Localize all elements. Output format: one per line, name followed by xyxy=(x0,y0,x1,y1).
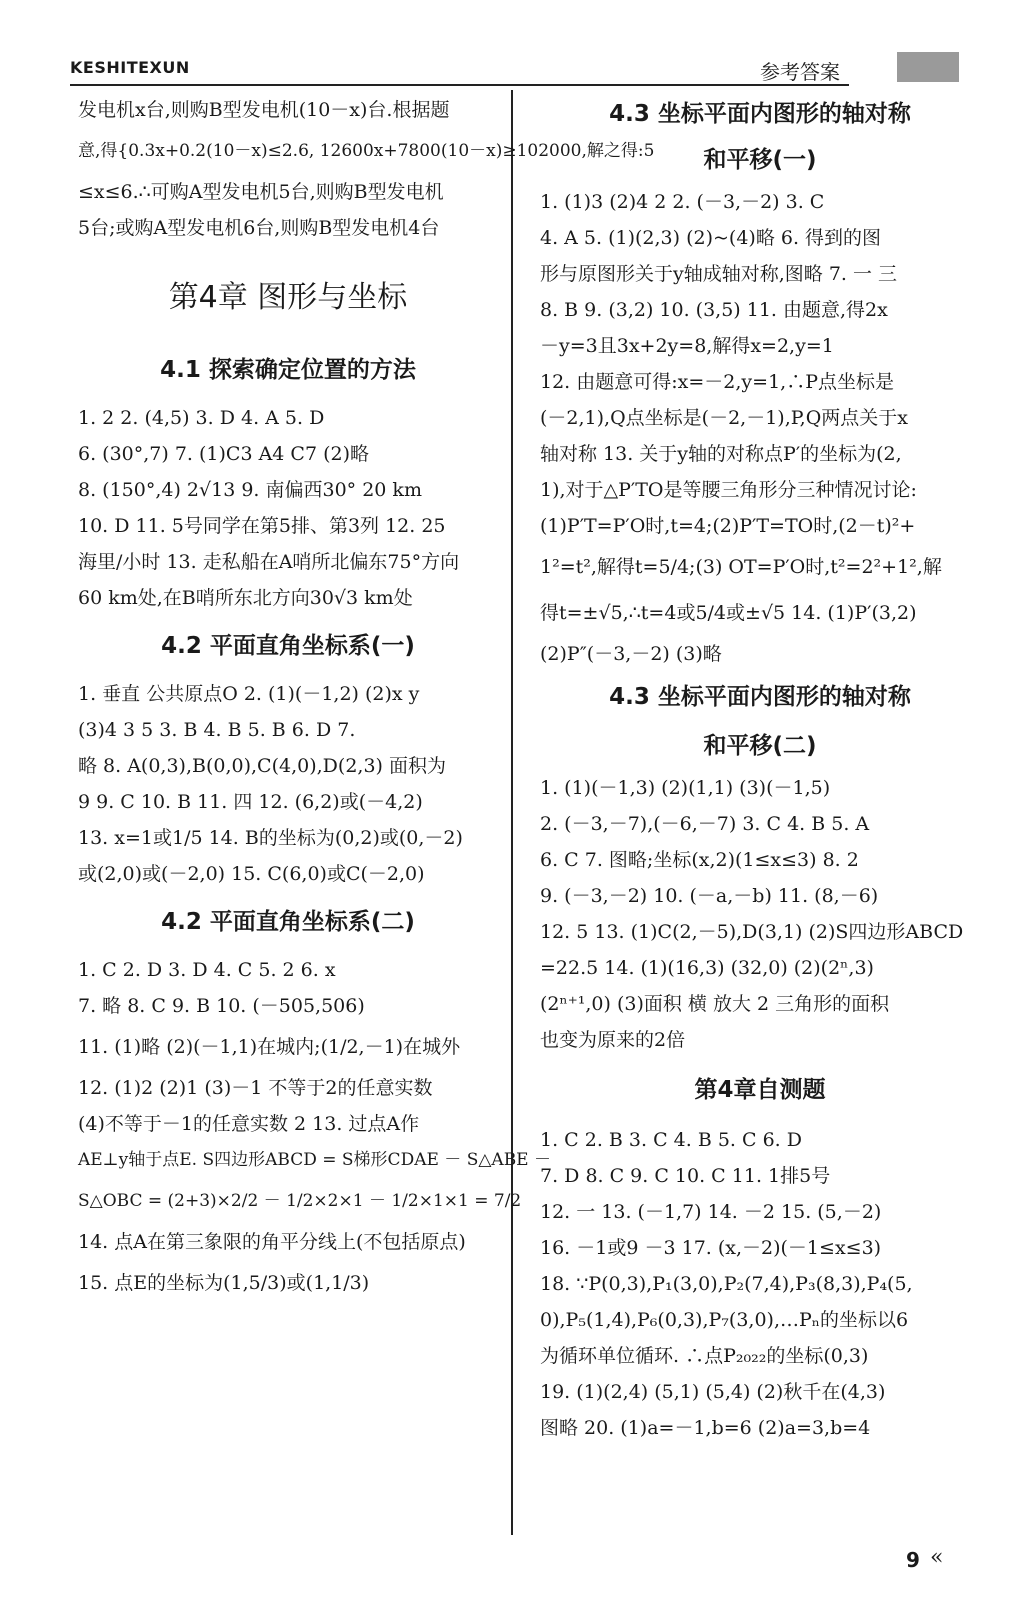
answer-line: 16. －1或9 －3 17. (x,－2)(－1≤x≤3) xyxy=(540,1237,882,1259)
answer-line: 图略 20. (1)a=－1,b=6 (2)a=3,b=4 xyxy=(540,1417,871,1439)
answer-line: (1)P′T=P′O时,t=4;(2)P′T=TO时,(2－t)²+ xyxy=(540,515,916,537)
section-title: 4.3 坐标平面内图形的轴对称 xyxy=(609,101,911,127)
answer-line: 1. 垂直 公共原点O 2. (1)(－1,2) (2)x y xyxy=(78,683,420,705)
answer-line: S△OBC = (2+3)×2/2 － 1/2×2×1 － 1/2×1×1 = 7/2 xyxy=(78,1191,522,1211)
answer-line: 略 8. A(0,3),B(0,0),C(4,0),D(2,3) 面积为 xyxy=(78,755,446,777)
answer-line: 12. 由题意可得:x=－2,y=1,∴P点坐标是 xyxy=(540,371,894,393)
answer-line: 19. (1)(2,4) (5,1) (5,4) (2)秋千在(4,3) xyxy=(540,1381,886,1403)
answer-line: 轴对称 13. 关于y轴的对称点P′的坐标为(2, xyxy=(540,443,902,465)
answer-line: 9. (－3,－2) 10. (－a,－b) 11. (8,－6) xyxy=(540,885,879,907)
answer-line: 也变为原来的2倍 xyxy=(540,1029,686,1051)
brand-label: KESHITEXUN xyxy=(70,58,190,77)
intro-block xyxy=(78,92,655,246)
right-column xyxy=(540,92,980,1446)
answer-line: 1),对于△P′TO是等腰三角形分三种情况讨论: xyxy=(540,479,917,501)
header-tab-block xyxy=(897,52,959,82)
section-title: 4.1 探索确定位置的方法 xyxy=(160,357,416,383)
header-title: 参考答案 xyxy=(760,60,840,84)
header-rule xyxy=(70,84,849,86)
answer-line: 8. B 9. (3,2) 10. (3,5) 11. 由题意,得2x xyxy=(540,299,888,321)
answer-line: 1²=t²,解得t=5/4;(3) OT=P′O时,t²=2²+1²,解 xyxy=(540,556,942,578)
answer-line: 2. (－3,－7),(－6,－7) 3. C 4. B 5. A xyxy=(540,813,870,835)
answer-line: (2)P″(－3,－2) (3)略 xyxy=(540,643,722,665)
answer-line: (－2,1),Q点坐标是(－2,－1),P,Q两点关于x xyxy=(540,407,909,429)
answer-line: 形与原图形关于y轴成轴对称,图略 7. 一 三 xyxy=(540,263,898,285)
answer-line: (3)4 3 5 3. B 4. B 5. B 6. D 7. xyxy=(78,719,356,741)
section-title: 4.2 平面直角坐标系(一) xyxy=(161,633,415,659)
answer-line: 1. 2 2. (4,5) 3. D 4. A 5. D xyxy=(78,407,325,429)
answer-line: 6. (30°,7) 7. (1)C3 A4 C7 (2)略 xyxy=(78,443,370,465)
answer-line: 为循环单位循环. ∴点P₂₀₂₂的坐标(0,3) xyxy=(540,1345,869,1367)
answer-line: 7. 略 8. C 9. B 10. (－505,506) xyxy=(78,995,365,1017)
answer-line: 12. 一 13. (－1,7) 14. －2 15. (5,－2) xyxy=(540,1201,882,1223)
answer-line: 或(2,0)或(－2,0) 15. C(6,0)或C(－2,0) xyxy=(78,863,425,885)
answer-line: 得t=±√5,∴t=4或5/4或±√5 14. (1)P′(3,2) xyxy=(540,602,917,624)
answer-line: AE⊥y轴于点E. S四边形ABCD = S梯形CDAE － S△ABE － xyxy=(78,1150,551,1170)
chapter-title: 第4章 图形与坐标 xyxy=(168,280,408,315)
answer-line: (4)不等于－1的任意实数 2 13. 过点A作 xyxy=(78,1113,420,1135)
answer-line: 8. (150°,4) 2√13 9. 南偏西30° 20 km xyxy=(78,479,422,501)
answer-line: 海里/小时 13. 走私船在A哨所北偏东75°方向 xyxy=(78,551,460,573)
answer-line: 10. D 11. 5号同学在第5排、第3列 12. 25 xyxy=(78,515,446,537)
answer-line: 9 9. C 10. B 11. 四 12. (6,2)或(－4,2) xyxy=(78,791,423,813)
section-subtitle: 和平移(二) xyxy=(703,733,817,759)
answer-line: 14. 点A在第三象限的角平分线上(不包括原点) xyxy=(78,1231,466,1253)
answer-line: 12. (1)2 (2)1 (3)－1 不等于2的任意实数 xyxy=(78,1077,433,1099)
answer-line: 11. (1)略 (2)(－1,1)在城内;(1/2,－1)在城外 xyxy=(78,1036,461,1058)
text-line: ≤x≤6.∴可购A型发电机5台,则购B型发电机 xyxy=(78,181,444,203)
text-line: 发电机x台,则购B型发电机(10－x)台.根据题 xyxy=(78,99,450,121)
answer-line: 4. A 5. (1)(2,3) (2)~(4)略 6. 得到的图 xyxy=(540,227,882,249)
answer-line: 0),P₅(1,4),P₆(0,3),P₇(3,0),…Pₙ的坐标以6 xyxy=(540,1309,909,1331)
section-title: 第4章自测题 xyxy=(694,1077,826,1103)
answer-line: 6. C 7. 图略;坐标(x,2)(1≤x≤3) 8. 2 xyxy=(540,849,859,871)
double-chevron-left-icon: « xyxy=(930,1545,944,1570)
answer-line: 18. ∵P(0,3),P₁(3,0),P₂(7,4),P₃(8,3),P₄(5, xyxy=(540,1273,913,1295)
column-divider xyxy=(511,90,513,1535)
text-line: 意,得{0.3x+0.2(10－x)≤2.6, 12600x+7800(10－x)≥102000,解之得:5 xyxy=(78,141,655,161)
answer-line: 7. D 8. C 9. C 10. C 11. 1排5号 xyxy=(540,1165,831,1187)
page-number: 9 xyxy=(906,1548,920,1572)
section-title: 4.3 坐标平面内图形的轴对称 xyxy=(609,684,911,710)
answer-line: (2ⁿ⁺¹,0) (3)面积 横 放大 2 三角形的面积 xyxy=(540,993,890,1015)
section-subtitle: 和平移(一) xyxy=(703,147,817,173)
answer-line: 1. C 2. D 3. D 4. C 5. 2 6. x xyxy=(78,959,336,981)
section-title: 4.2 平面直角坐标系(二) xyxy=(161,909,415,935)
page-header xyxy=(70,52,959,82)
answer-line: 1. (1)3 (2)4 2 2. (－3,－2) 3. C xyxy=(540,191,825,213)
answer-line: =22.5 14. (1)(16,3) (32,0) (2)(2ⁿ,3) xyxy=(540,957,874,979)
text-line: 5台;或购A型发电机6台,则购B型发电机4台 xyxy=(78,217,440,239)
answer-line: －y=3且3x+2y=8,解得x=2,y=1 xyxy=(540,335,834,357)
answer-line: 60 km处,在B哨所东北方向30√3 km处 xyxy=(78,587,413,609)
answer-line: 1. C 2. B 3. C 4. B 5. C 6. D xyxy=(540,1129,802,1151)
answer-line: 1. (1)(－1,3) (2)(1,1) (3)(－1,5) xyxy=(540,777,831,799)
answer-line: 12. 5 13. (1)C(2,－5),D(3,1) (2)S四边形ABCD xyxy=(540,921,964,943)
answer-line: 13. x=1或1/5 14. B的坐标为(0,2)或(0,－2) xyxy=(78,827,463,849)
answer-line: 15. 点E的坐标为(1,5/3)或(1,1/3) xyxy=(78,1272,370,1294)
